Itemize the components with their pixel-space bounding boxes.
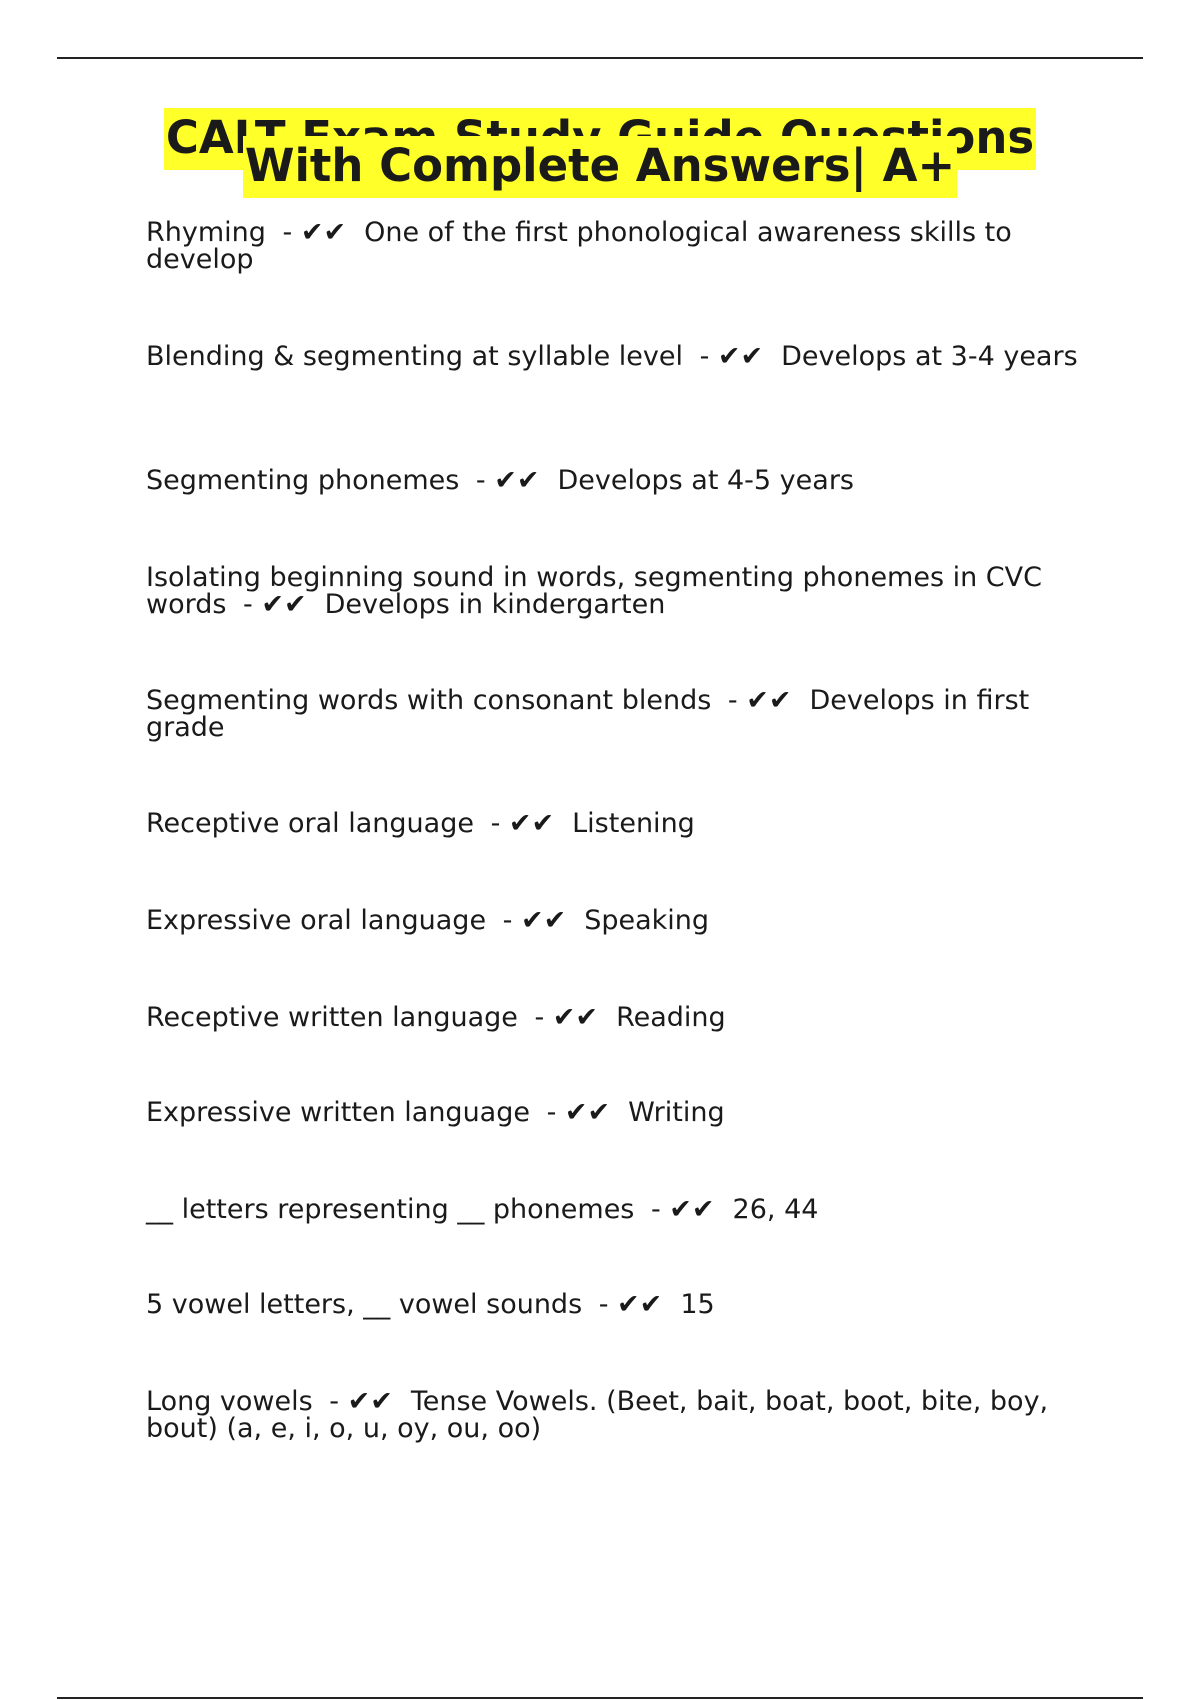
qa-term: Isolating beginning sound in words, segmenting phonemes in CVC words xyxy=(146,562,1042,620)
check-separator: - ✔✔ xyxy=(502,905,567,936)
qa-answer: Listening xyxy=(572,808,695,839)
qa-answer: Develops at 4-5 years xyxy=(557,465,854,496)
qa-item-beginning-sound xyxy=(146,564,1096,618)
qa-term: Expressive written language xyxy=(146,1097,530,1128)
qa-term: Segmenting words with consonant blends xyxy=(146,685,712,716)
qa-item-segmenting-phonemes xyxy=(146,467,1096,494)
qa-term: Segmenting phonemes xyxy=(146,465,460,496)
qa-item-expressive-written xyxy=(146,1099,1096,1126)
qa-item-receptive-oral xyxy=(146,810,1096,837)
qa-item-long-vowels xyxy=(146,1388,1096,1442)
qa-answer: Reading xyxy=(616,1002,726,1033)
check-separator: - ✔✔ xyxy=(727,685,792,716)
qa-answer: Speaking xyxy=(584,905,710,936)
check-separator: - ✔✔ xyxy=(534,1002,599,1033)
qa-item-rhyming xyxy=(146,219,1096,273)
qa-item-syllable-level xyxy=(146,343,1096,370)
qa-item-receptive-written xyxy=(146,1004,1096,1031)
qa-item-vowel-sounds xyxy=(146,1291,1096,1318)
check-separator: - ✔✔ xyxy=(490,808,555,839)
title-highlight: CALT Exam Study Guide Questions With Complete Answers| A+ xyxy=(164,108,1036,198)
check-separator: - ✔✔ xyxy=(475,465,540,496)
qa-answer: 26, 44 xyxy=(732,1194,819,1225)
qa-term: Receptive oral language xyxy=(146,808,474,839)
qa-term: Receptive written language xyxy=(146,1002,518,1033)
qa-item-letters-phonemes xyxy=(146,1196,1096,1223)
check-separator: - ✔✔ xyxy=(699,341,764,372)
qa-term: Rhyming xyxy=(146,217,266,248)
qa-answer: Tense Vowels. (Beet, bait, boat, boot, bite, boy, bout) (a, e, i, o, u, oy, ou, oo) xyxy=(146,1386,1049,1444)
qa-item-consonant-blends xyxy=(146,687,1096,741)
check-separator: - ✔✔ xyxy=(598,1289,663,1320)
qa-term: Long vowels xyxy=(146,1386,313,1417)
check-separator: - ✔✔ xyxy=(243,589,307,620)
qa-answer: One of the first phonological awareness skills to develop xyxy=(146,217,1012,275)
qa-answer: 15 xyxy=(680,1289,715,1320)
qa-answer: Develops in first grade xyxy=(146,685,1030,743)
check-separator: - ✔✔ xyxy=(282,217,347,248)
qa-answer: Develops at 3-4 years xyxy=(781,341,1078,372)
bottom-rule xyxy=(57,1697,1143,1699)
qa-term: 5 vowel letters, __ vowel sounds xyxy=(146,1289,583,1320)
check-separator: - ✔✔ xyxy=(329,1386,393,1417)
qa-term: __ letters representing __ phonemes xyxy=(146,1194,635,1225)
qa-item-expressive-oral xyxy=(146,907,1096,934)
qa-term: Expressive oral language xyxy=(146,905,487,936)
qa-answer: Writing xyxy=(628,1097,725,1128)
qa-answer: Develops in kindergarten xyxy=(324,589,666,620)
check-separator: - ✔✔ xyxy=(546,1097,611,1128)
check-separator: - ✔✔ xyxy=(650,1194,715,1225)
qa-term: Blending & segmenting at syllable level xyxy=(146,341,683,372)
